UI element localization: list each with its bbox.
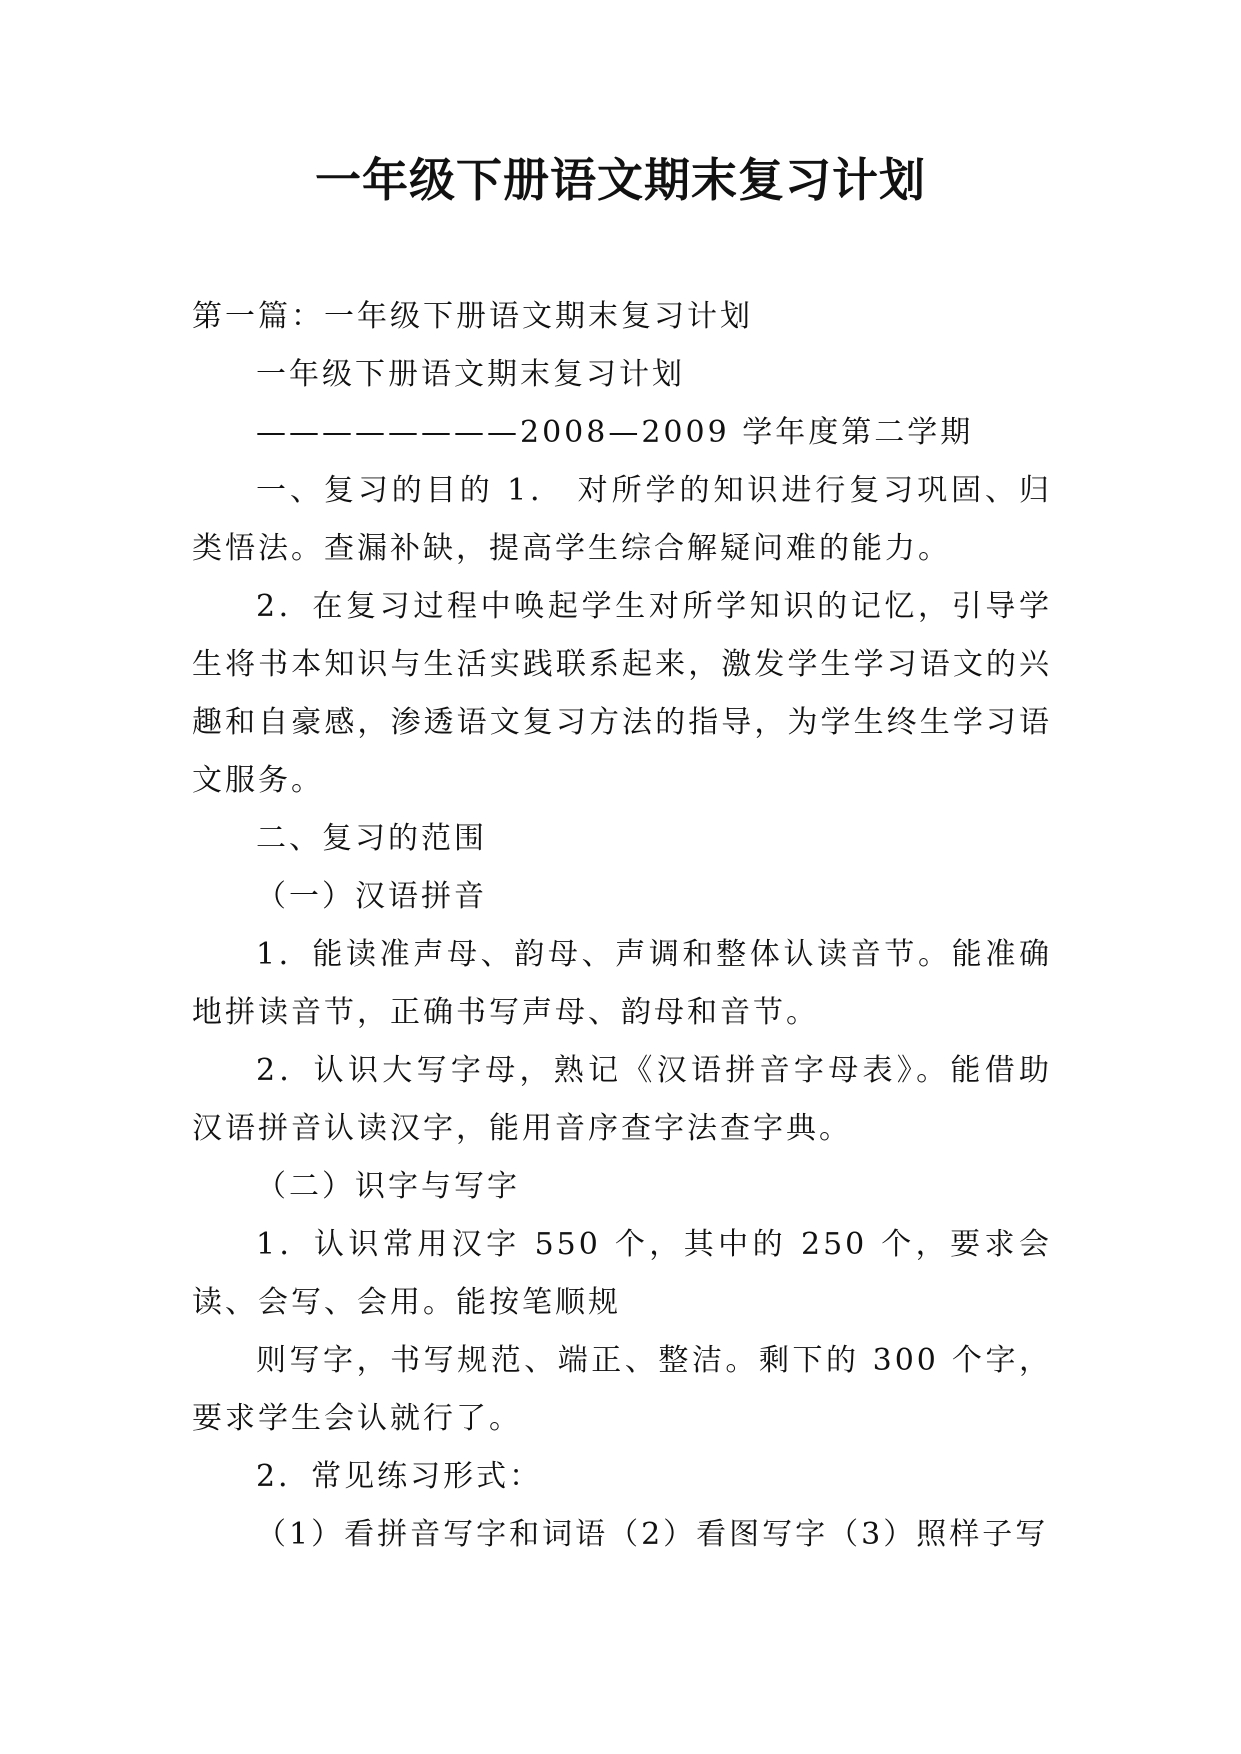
subsection-heading: （一）汉语拼音 (256, 879, 487, 914)
paragraph: 一、复习的目的 1． 对所学的知识进行复习巩固、归类悟法。查漏补缺，提高学生综合解疑问难的能力。 (192, 473, 1052, 566)
paragraph: （1）看拼音写字和词语（2）看图写字（3）照样子写 (256, 1517, 1049, 1552)
paragraph-subtitle: 一年级下册语文期末复习计划 (256, 357, 685, 392)
section-heading: 二、复习的范围 (256, 821, 487, 856)
paragraph: 2．常见练习形式： (256, 1459, 543, 1494)
document-title: 一年级下册语文期末复习计划 (315, 153, 926, 207)
paragraph-heading: 第一篇：一年级下册语文期末复习计划 (192, 299, 753, 334)
paragraph: 则写字，书写规范、端正、整洁。剩下的 300 个字，要求学生会认就行了。 (192, 1343, 1052, 1436)
subsection-heading: （二）识字与写字 (256, 1169, 520, 1204)
paragraph: 2．在复习过程中唤起学生对所学知识的记忆，引导学生将书本知识与生活实践联系起来，激发学生学习语文的兴趣和自豪感，渗透语文复习方法的指导，为学生终生学习语文服务。 (192, 589, 1052, 798)
paragraph: 2．认识大写字母，熟记《汉语拼音字母表》。能借助汉语拼音认读汉字，能用音序查字法查字典。 (192, 1053, 1052, 1146)
paragraph-term: ————————2008—2009 学年度第二学期 (256, 415, 974, 450)
paragraph: 1．认识常用汉字 550 个，其中的 250 个，要求会读、会写、会用。能按笔顺规 (192, 1227, 1052, 1320)
document-body (192, 288, 1052, 1564)
paragraph: 1．能读准声母、韵母、声调和整体认读音节。能准确地拼读音节，正确书写声母、韵母和音节。 (192, 937, 1052, 1030)
